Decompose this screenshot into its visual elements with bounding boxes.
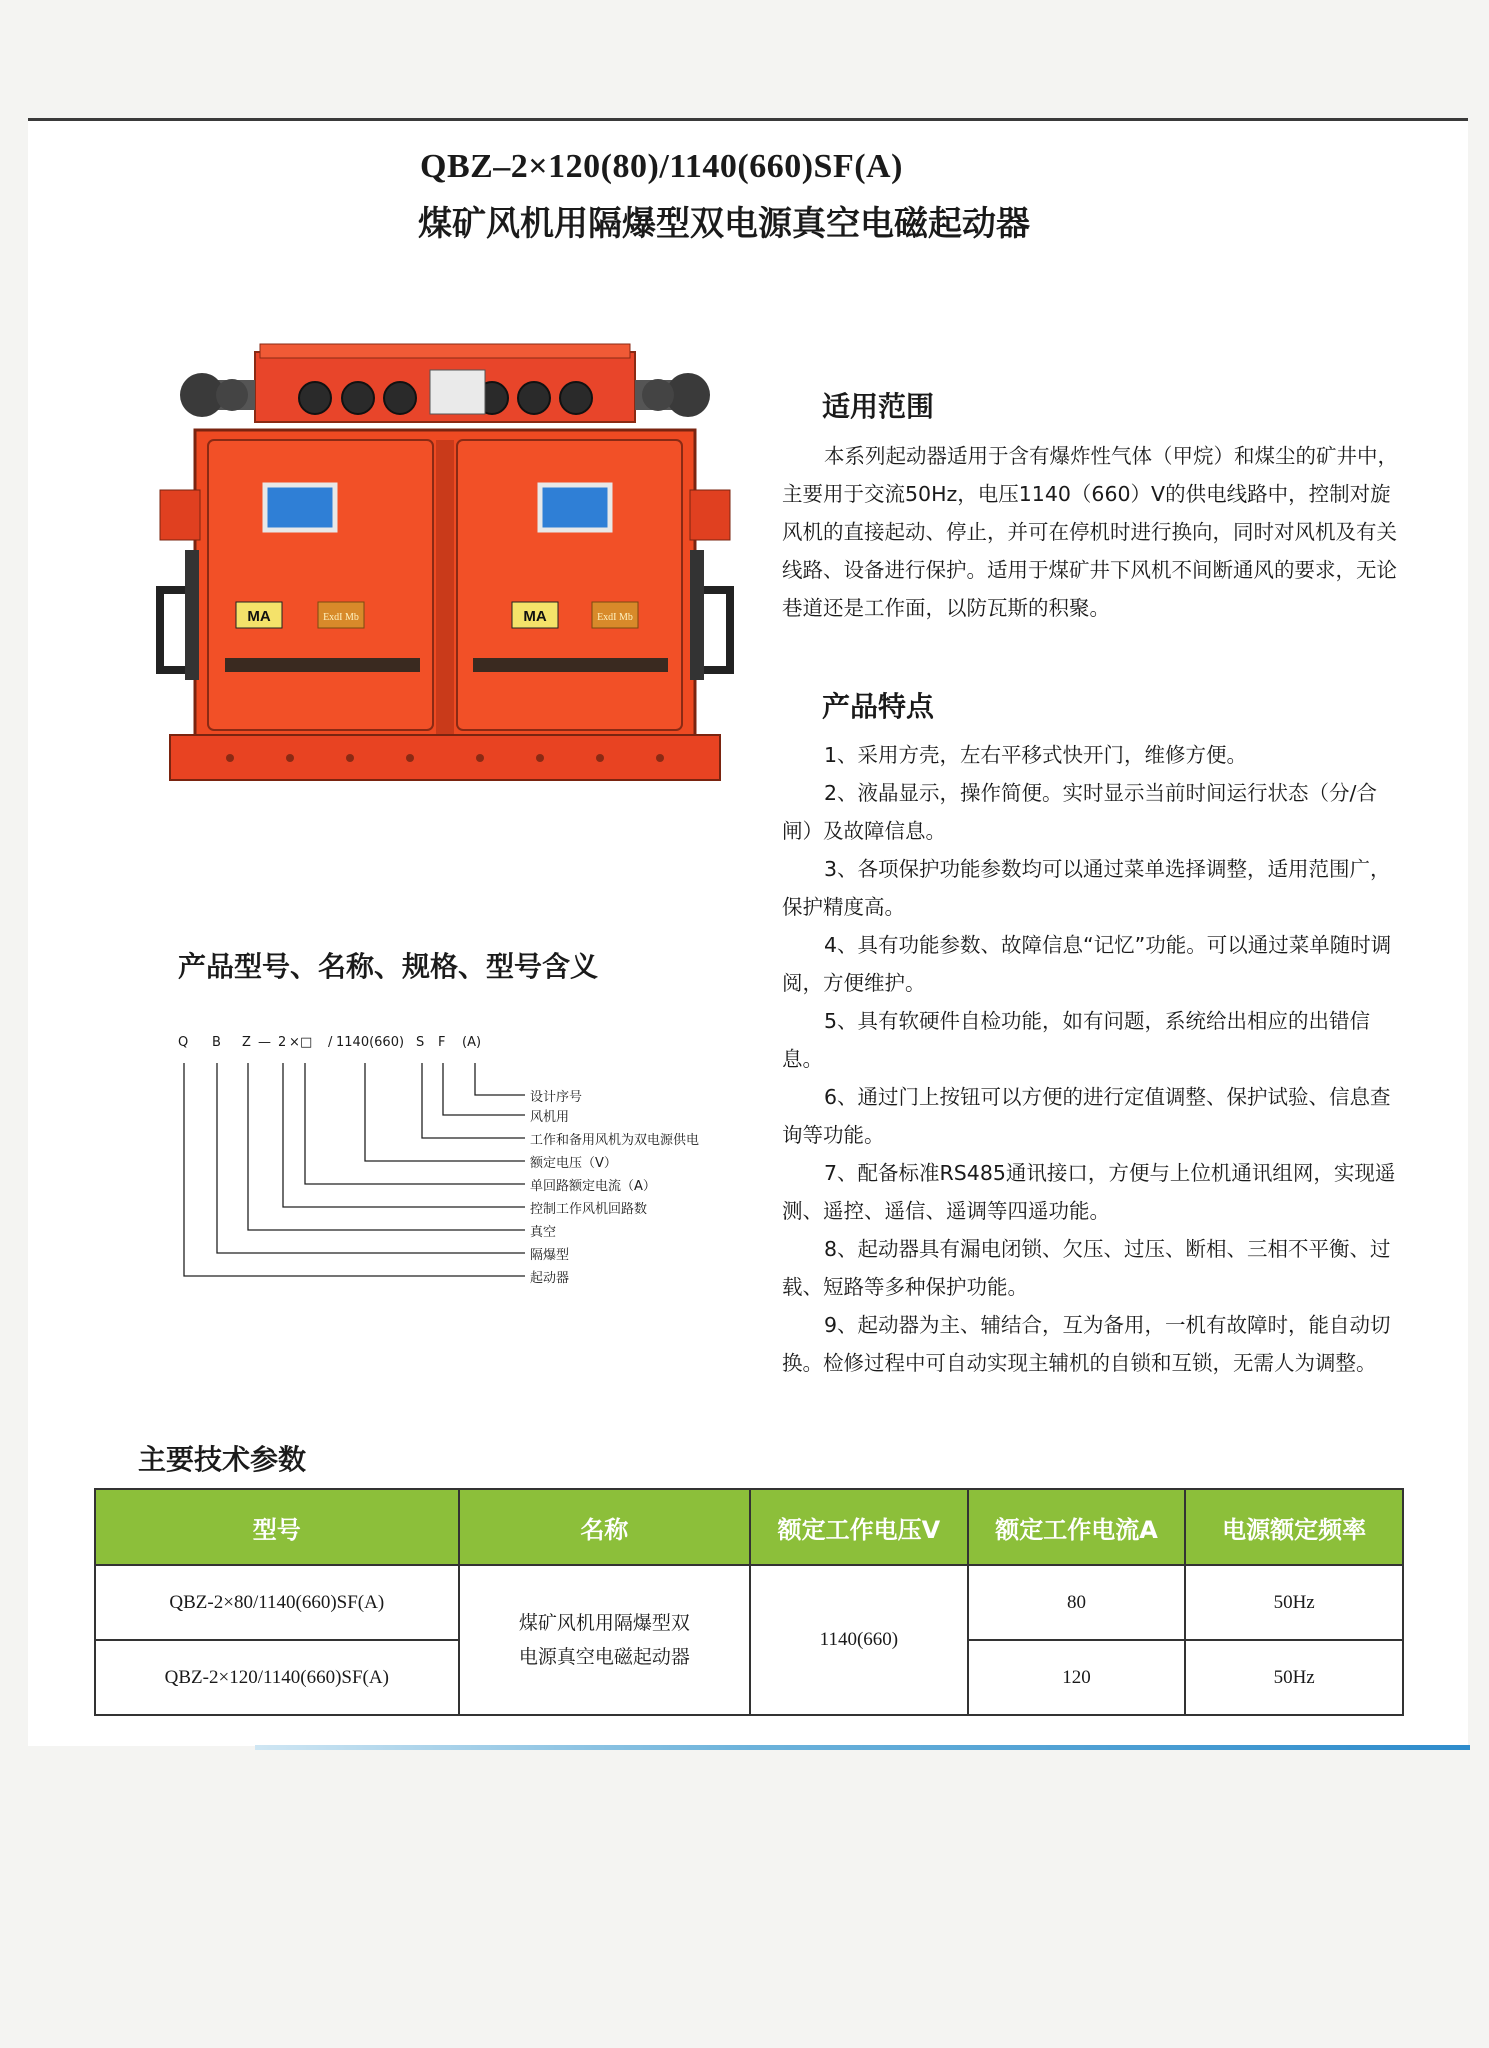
code-part: × [289,1035,300,1050]
cell-current: 120 [968,1640,1186,1715]
feature-item: 5、具有软硬件自检功能，如有问题，系统给出相应的出错信息。 [782,1009,1371,1071]
code-part: 1140(660) [336,1035,405,1050]
badge-ex-right: ExdI Mb [597,612,633,623]
model-meaning-heading: 产品型号、名称、规格、型号含义 [178,950,599,983]
feature-item: 3、各项保护功能参数均可以通过菜单选择调整，适用范围广，保护精度高。 [782,857,1391,919]
features-list [782,736,1407,1382]
code-part: Q [178,1035,189,1050]
feature-item: 6、通过门上按钮可以方便的进行定值调整、保护试验、信息查询等功能。 [782,1085,1391,1147]
code-label: 额定电压（V） [530,1156,617,1171]
code-part: 2 [278,1035,287,1050]
code-label: 隔爆型 [530,1248,570,1263]
product-image [140,340,750,800]
feature-item: 2、液晶显示，操作简便。实时显示当前时间运行状态（分/合闸）及故障信息。 [782,781,1377,843]
code-label: 起动器 [530,1271,570,1286]
code-part: F [438,1035,446,1050]
feature-item: 4、具有功能参数、故障信息“记忆”功能。可以通过菜单随时调阅，方便维护。 [782,933,1392,995]
col-header-voltage: 额定工作电压V [750,1489,968,1565]
feature-item: 7、配备标准RS485通讯接口，方便与上位机通讯组网，实现遥测、遥控、遥信、遥调等四遥功能。 [782,1161,1396,1223]
specs-heading: 主要技术参数 [138,1443,307,1476]
code-part: Z [242,1035,251,1050]
feature-item: 8、起动器具有漏电闭锁、欠压、过压、断相、三相不平衡、过载、短路等多种保护功能。 [782,1237,1391,1299]
code-label: 控制工作风机回路数 [530,1202,648,1217]
table-header-row [95,1489,1403,1565]
cell-model: QBZ-2×120/1140(660)SF(A) [95,1640,459,1715]
scope-heading: 适用范围 [822,390,935,423]
col-header-name: 名称 [459,1489,750,1565]
code-part: / [328,1035,333,1050]
code-label: 真空 [530,1225,557,1240]
features-heading: 产品特点 [822,690,935,723]
cell-frequency: 50Hz [1185,1565,1403,1640]
name-line: 电源真空电磁起动器 [518,1646,690,1668]
code-label: 单回路额定电流（A） [530,1179,656,1194]
code-label: 工作和备用风机为双电源供电 [530,1133,700,1148]
badge-ma-right: MA [523,608,547,625]
feature-item: 9、起动器为主、辅结合，互为备用，一机有故障时，能自动切换。检修过程中可自动实现主辅机的自锁和互锁，无需人为调整。 [782,1313,1391,1375]
specs-table [94,1488,1404,1716]
scope-text: 本系列起动器适用于含有爆炸性气体（甲烷）和煤尘的矿井中，主要用于交流50Hz，电压1140（660）V的供电线路中，控制对旋风机的直接起动、停止，并可在停机时进行换向，同时对风机及有关线路、设备进行保护。适用于煤矿井下风机不间断通风的要求，无论巷道还是工作面，以防瓦斯的积聚。 [782,444,1398,620]
col-header-frequency: 电源额定频率 [1185,1489,1403,1565]
name-line: 煤矿风机用隔爆型双 [518,1612,690,1634]
page-bottom-rule [255,1745,1470,1750]
code-part: □ [300,1035,313,1050]
cell-name [459,1565,750,1715]
cell-voltage: 1140(660) [750,1565,968,1715]
cell-current: 80 [968,1565,1186,1640]
feature-item: 1、采用方壳，左右平移式快开门，维修方便。 [824,743,1248,767]
badge-ma-left: MA [247,608,271,625]
badge-ex-left: ExdI Mb [323,612,359,623]
cell-frequency: 50Hz [1185,1640,1403,1715]
title-model: QBZ–2×120(80)/1140(660)SF(A) [420,148,903,185]
col-header-model: 型号 [95,1489,459,1565]
code-part: S [416,1035,425,1050]
code-label: 设计序号 [530,1090,583,1105]
table-row [95,1565,1403,1640]
title-name: 煤矿风机用隔爆型双电源真空电磁起动器 [418,204,1030,244]
cell-model: QBZ-2×80/1140(660)SF(A) [95,1565,459,1640]
diagram-lines [170,1035,770,1295]
code-part: — [258,1035,271,1050]
code-label: 风机用 [530,1110,570,1125]
col-header-current: 额定工作电流A [968,1489,1186,1565]
code-part: (A) [462,1035,482,1050]
model-code-diagram [170,1035,770,1295]
code-part: B [212,1035,221,1050]
